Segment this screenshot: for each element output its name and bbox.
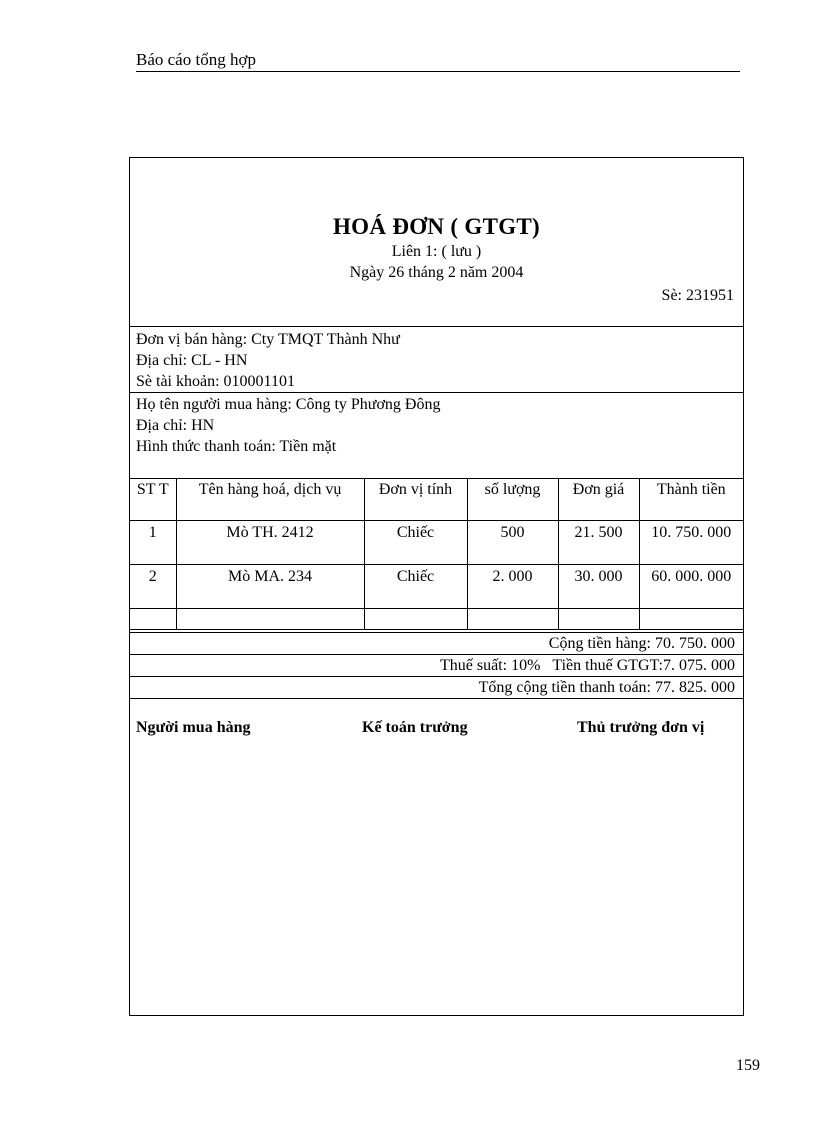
- tax-amount: Tiền thuế GTGT:7. 075. 000: [552, 657, 735, 674]
- items-table: [130, 478, 743, 630]
- column-header-stt: ST T: [130, 478, 176, 521]
- signature-director: Thủ trưởng đơn vị: [577, 719, 705, 736]
- seller-address: Địa chỉ: CL - HN: [136, 352, 248, 369]
- table-cell: [639, 609, 743, 630]
- table-cell: 1: [130, 521, 176, 565]
- table-cell: Mò MA. 234: [176, 565, 364, 609]
- table-cell: [130, 609, 176, 630]
- table-cell: 10. 750. 000: [639, 521, 743, 565]
- seller-name: Đơn vị bán hàng: Cty TMQT Thành Như: [136, 331, 400, 348]
- report-title: Báo cáo tổng hợp: [136, 50, 256, 69]
- page-header: [136, 50, 740, 72]
- payment-method: Hình thức thanh toán: Tiền mặt: [136, 438, 337, 455]
- column-header-unit: Đơn vị tính: [364, 478, 467, 521]
- goods-total: Cộng tiền hàng: 70. 750. 000: [548, 635, 735, 652]
- table-row: [130, 565, 743, 609]
- column-header-price: Đơn giá: [558, 478, 639, 521]
- table-cell: Chiếc: [364, 521, 467, 565]
- table-row-empty: [130, 609, 743, 630]
- column-header-amount: Thành tiền: [639, 478, 743, 521]
- table-cell: Chiếc: [364, 565, 467, 609]
- table-cell: [176, 609, 364, 630]
- table-cell: [467, 609, 558, 630]
- divider: [130, 698, 743, 699]
- column-header-name: Tên hàng hoá, dịch vụ: [176, 478, 364, 521]
- table-cell: [558, 609, 639, 630]
- page-number: 159: [736, 1057, 760, 1074]
- table-cell: 2. 000: [467, 565, 558, 609]
- table-cell: 30. 000: [558, 565, 639, 609]
- signature-accountant: Kế toán trưởng: [362, 719, 468, 736]
- seller-account: Sè tài khoản: 010001101: [136, 373, 295, 390]
- tax-line: [440, 656, 735, 676]
- table-row: [130, 521, 743, 565]
- table-cell: [364, 609, 467, 630]
- buyer-address: Địa chỉ: HN: [136, 417, 215, 434]
- buyer-name: Họ tên người mua hàng: Công ty Phương Đông: [136, 396, 441, 413]
- invoice-title: HOÁ ĐƠN ( GTGT): [332, 214, 541, 239]
- invoice-copy-label: Liên 1: ( lưu ): [391, 243, 482, 260]
- grand-total: Tổng cộng tiền thanh toán: 77. 825. 000: [478, 679, 735, 696]
- invoice-box: [129, 157, 744, 1016]
- table-cell: Mò TH. 2412: [176, 521, 364, 565]
- table-cell: 60. 000. 000: [639, 565, 743, 609]
- divider: [130, 392, 743, 393]
- tax-rate: Thuế suất: 10%: [439, 657, 541, 674]
- divider: [130, 654, 743, 655]
- divider: [130, 326, 743, 327]
- table-cell: 500: [467, 521, 558, 565]
- table-cell: 21. 500: [558, 521, 639, 565]
- signature-buyer: Người mua hàng: [136, 719, 251, 736]
- table-cell: 2: [130, 565, 176, 609]
- invoice-number: Sè: 231951: [661, 287, 734, 304]
- table-header-row: [130, 478, 743, 521]
- divider: [130, 676, 743, 677]
- divider: [130, 632, 743, 633]
- invoice-date: Ngày 26 tháng 2 năm 2004: [349, 264, 524, 281]
- column-header-quantity: số lượng: [467, 478, 558, 521]
